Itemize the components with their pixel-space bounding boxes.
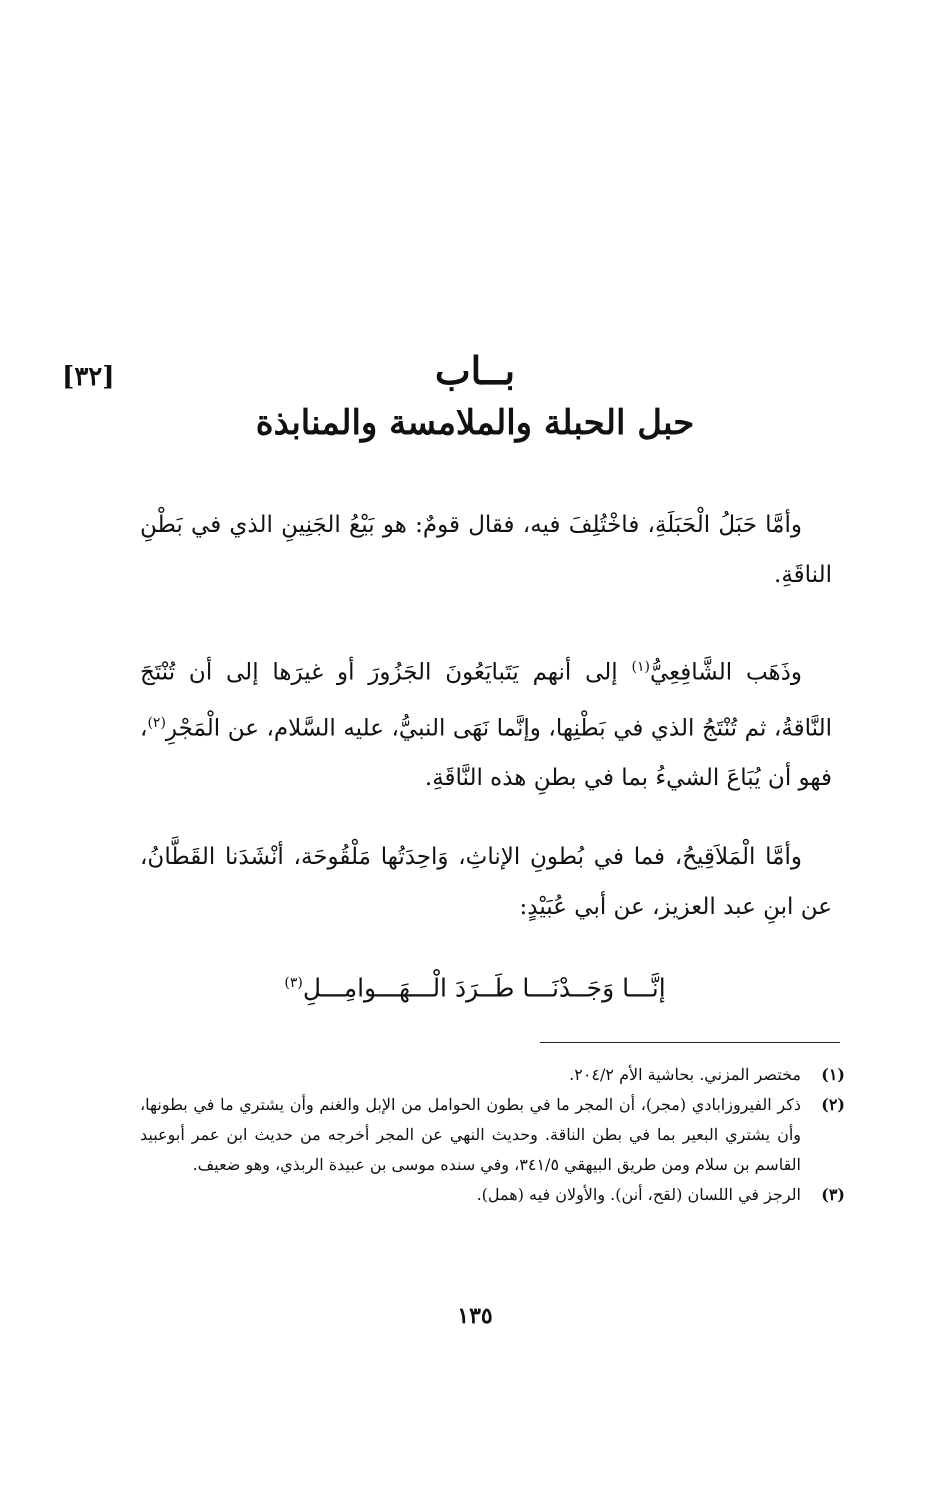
paragraph-3 — [140, 832, 832, 932]
chapter-heading — [150, 345, 800, 449]
footnote-1 — [140, 1060, 845, 1090]
paragraph-3-text: وأمَّا الْمَلاَقِيحُ، فما في بُطونِ الإناثِ، وَاحِدَتُها مَلْقُوحَة، أنْشَدَنا القَطَّانُ، عن ابنِ عبد العزيز، عن أبي عُبَيْدٍ: — [140, 844, 832, 920]
footnote-2 — [140, 1090, 845, 1180]
footnote-text: الرجز في اللسان (لقح، أنن). والأولان فيه (همل). — [476, 1185, 801, 1204]
footnote-number: (١) — [821, 1065, 845, 1084]
page-number: ١٣٥ — [457, 1303, 493, 1329]
footnote-text: مختصر المزني. بحاشية الأم ٢٠٤/٢. — [569, 1065, 801, 1084]
paragraph-2-text — [140, 642, 832, 803]
section-number: [٣٢] — [62, 362, 115, 392]
heading-bab: بــاب — [434, 348, 516, 393]
paragraph-2-before: وذَهَب الشَّافِعِيُّ — [649, 659, 803, 686]
footnote-ref-3[interactable]: (٣) — [284, 975, 303, 991]
footnote-text: ذكر الفيروزابادي (مجر)، أن المجر ما في بطون الحوامل من الإبل والغنم وأن يشتري ما في بطونها، وأن يشتري البعير بما في بطن الناقة. وحديث النهي عن المجر أخرجه من حديث ابن عمر أبوعبيد القاسم بن سلام ومن طريق البيهقي ٣٤١/٥، وفي سنده موسى بن عبيدة الربذي، وهو ضعيف. — [140, 1095, 801, 1174]
footnote-separator — [540, 1042, 840, 1043]
footnotes — [140, 1060, 845, 1210]
paragraph-2-after: ، فهو أن يُبَاعَ الشيءُ بما في بطنِ هذه النَّاقَةِ. — [140, 715, 832, 792]
verse-line — [150, 958, 800, 1013]
footnote-number: (٣) — [821, 1185, 845, 1204]
footnote-number: (٢) — [821, 1095, 845, 1114]
paragraph-1-text: وأمَّا حَبَلُ الْحَبَلَةِ، فاخْتُلِفَ فيه، فقال قومٌ: هو بَيْعُ الجَنِينِ الذي في بَطْنِ الناقَةِ. — [140, 512, 832, 588]
paragraph-2-middle: إلى أنهم يَتَبايَعُونَ الجَزُورَ أو غيرَها إلى أن تُنْتَجَ النَّاقةُ، ثم تُنْتَجُ الذي في بَطْنِها، وإنَّما نَهَى النبيُّ، عليه السَّلام، عن الْمَجْرِ — [140, 659, 832, 742]
footnote-ref-1[interactable]: (١) — [631, 659, 650, 675]
paragraph-1 — [140, 500, 832, 600]
heading-title: حبل الحبلة والملامسة والمنابذة — [255, 403, 695, 443]
verse-text: إنَّـــا وَجَــدْنَـــا طَــرَدَ الْـــهَـــوامِـــلِ — [302, 973, 666, 1003]
footnote-3 — [140, 1180, 845, 1210]
footnote-ref-2[interactable]: (٢) — [147, 714, 166, 731]
paragraph-2 — [140, 642, 832, 803]
